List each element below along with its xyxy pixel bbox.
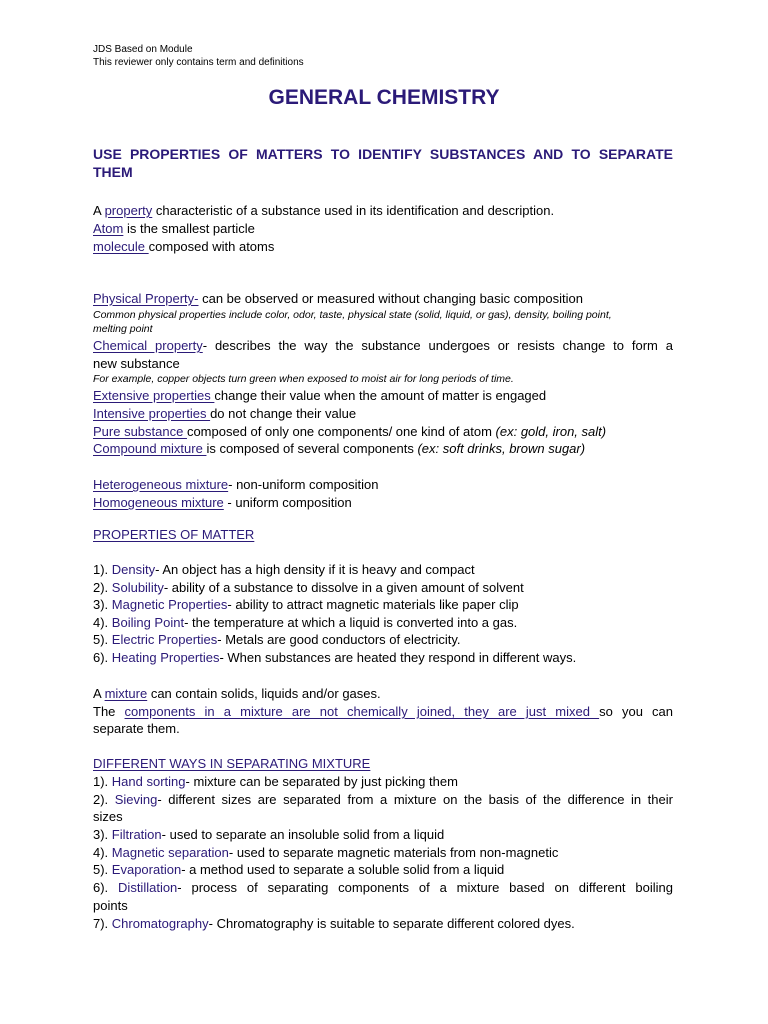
chemical-property-definition-cont: new substance — [93, 356, 180, 371]
mixture-term: mixture — [104, 686, 148, 701]
list-item: 5). Electric Properties- Metals are good conductors of electricity. — [93, 632, 461, 647]
physical-property-definition: Physical Property- can be observed or measured without changing basic composition — [93, 291, 583, 306]
intensive-properties-term: Intensive properties — [93, 406, 211, 421]
physical-property-term: Physical Property- — [93, 291, 199, 306]
list-item: 6). Distillation- process of separating components of a mixture based on different boiling — [93, 880, 673, 895]
pure-substance-term: Pure substance — [93, 424, 187, 439]
mixture-definition: A mixture can contain solids, liquids and/or gases. — [93, 686, 381, 701]
compound-mixture-term: Compound mixture — [93, 441, 207, 456]
list-item: 4). Magnetic separation- used to separate magnetic materials from non-magnetic — [93, 845, 559, 860]
list-item: 5). Evaporation- a method used to separate a soluble solid from a liquid — [93, 862, 505, 877]
intensive-properties-definition: Intensive properties do not change their value — [93, 406, 357, 421]
list-item: 2). Solubility- ability of a substance to dissolve in a given amount of solvent — [93, 580, 524, 595]
header-line-1: JDS Based on Module — [93, 44, 193, 55]
mixture-components-term: components in a mixture are not chemically joined, they are just mixed — [124, 704, 600, 719]
molecule-term: molecule — [93, 239, 149, 254]
property-term: property — [104, 203, 153, 218]
list-item: 1). Hand sorting- mixture can be separated by just picking them — [93, 774, 458, 789]
properties-of-matter-heading: PROPERTIES OF MATTER — [93, 527, 255, 542]
atom-term: Atom — [93, 221, 124, 236]
atom-definition: Atom is the smallest particle — [93, 221, 255, 236]
homogeneous-mixture-term: Homogeneous mixture — [93, 495, 224, 510]
heterogeneous-mixture-term: Heterogeneous mixture — [93, 477, 229, 492]
heterogeneous-mixture-definition: Heterogeneous mixture- non-uniform composition — [93, 477, 379, 492]
header-line-2: This reviewer only contains term and definitions — [93, 57, 304, 68]
list-item: 1). Density- An object has a high density if it is heavy and compact — [93, 562, 475, 577]
list-item: 7). Chromatography- Chromatography is suitable to separate different colored dyes. — [93, 916, 575, 931]
page-title: GENERAL CHEMISTRY — [268, 86, 500, 109]
molecule-definition: molecule composed with atoms — [93, 239, 275, 254]
list-item-cont: points — [93, 898, 128, 913]
extensive-properties-definition: Extensive properties change their value when the amount of matter is engaged — [93, 388, 547, 403]
list-item: 3). Filtration- used to separate an insoluble solid from a liquid — [93, 827, 445, 842]
list-item: 4). Boiling Point- the temperature at which a liquid is converted into a gas. — [93, 615, 518, 630]
physical-property-note-2: melting point — [93, 323, 153, 335]
chemical-property-note: For example, copper objects turn green when exposed to moist air for long periods of time. — [93, 373, 514, 385]
pure-substance-definition: Pure substance composed of only one components/ one kind of atom (ex: gold, iron, salt) — [93, 424, 607, 439]
chemical-property-definition: Chemical property- describes the way the substance undergoes or resists change to form a — [93, 338, 673, 353]
list-item: 6). Heating Properties- When substances are heated they respond in different ways. — [93, 650, 577, 665]
list-item-cont: sizes — [93, 809, 123, 824]
property-definition: A property characteristic of a substance used in its identification and description. — [93, 203, 555, 218]
physical-property-note-1: Common physical properties include color, odor, taste, physical state (solid, liquid, or gas), density, boiling point, — [93, 309, 612, 321]
mixture-components-statement-cont: separate them. — [93, 721, 180, 736]
separating-mixture-heading: DIFFERENT WAYS IN SEPARATING MIXTURE — [93, 756, 371, 771]
list-item: 3). Magnetic Properties- ability to attract magnetic materials like paper clip — [93, 597, 519, 612]
chemical-property-term: Chemical property — [93, 338, 203, 353]
compound-mixture-definition: Compound mixture is composed of several components (ex: soft drinks, brown sugar) — [93, 441, 586, 456]
extensive-properties-term: Extensive properties — [93, 388, 215, 403]
section-subtitle: USE PROPERTIES OF MATTERS TO IDENTIFY SUBSTANCES AND TO SEPARATE THEM — [93, 146, 673, 180]
homogeneous-mixture-definition: Homogeneous mixture - uniform composition — [93, 495, 352, 510]
list-item: 2). Sieving- different sizes are separated from a mixture on the basis of the difference in their — [93, 792, 673, 807]
mixture-components-statement: The components in a mixture are not chemically joined, they are just mixed so you can — [93, 704, 674, 719]
